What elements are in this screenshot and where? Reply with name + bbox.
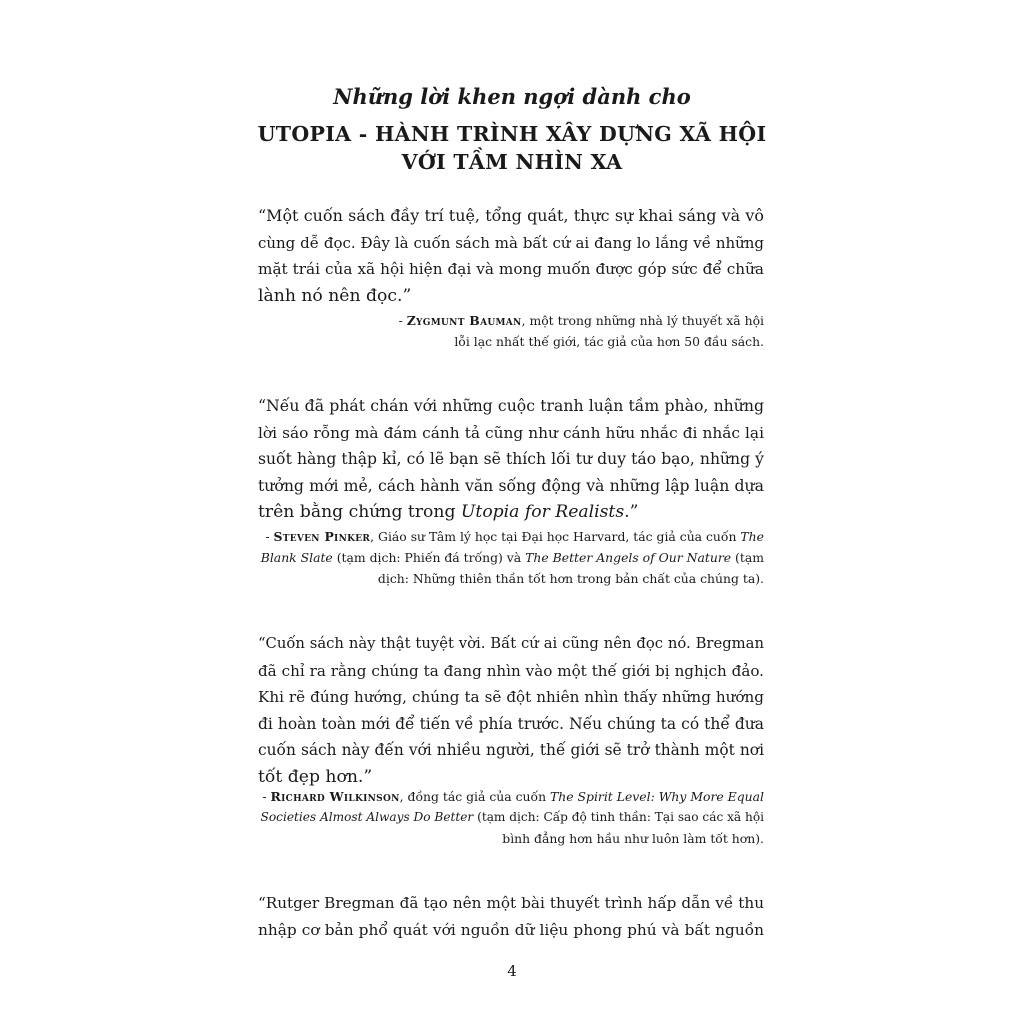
quote-line: cuốn sách này đến với nhiều người, thế giới sẽ trở thành một nơi (258, 741, 764, 759)
quote-line: tưởng mới mẻ, cách hành văn sống động và những lập luận dựa (258, 475, 764, 495)
quote-bauman (258, 203, 764, 309)
page-number: 4 (507, 962, 517, 980)
book-title-line-2: VỚI TẦM NHÌN XA (401, 150, 623, 174)
attribution-bauman: - Zygmunt Bauman, một trong những nhà lý thuyết xã hội lỗi lạc nhất thế giới, tác giả của hơn 50 đầu sách. (398, 313, 764, 349)
quote-line: lời sáo rỗng mà đám cánh tả cũng như cánh hữu nhắc đi nhắc lại (258, 423, 764, 442)
quote-wilkinson (258, 631, 764, 790)
quote-line: “Cuốn sách này thật tuyệt vời. Bất cứ ai cũng nên đọc nó. Bregman (258, 635, 764, 652)
attribution-pinker: - Steven Pinker, Giáo sư Tâm lý học tại Đại học Harvard, tác giả của cuốn The Blank Slate (tạm dịch: Phiến đá trống) và The Better Angels of Our Nature (tạm dịch: Những thiên thần tốt hơn trong bản chất của chúng ta). (260, 529, 764, 586)
quote-line: suốt hàng thập kỉ, có lẽ bạn sẽ thích lối tư duy táo bạo, những ý (258, 450, 764, 468)
quote-line: tốt đẹp hơn.” (258, 766, 373, 787)
quote-line: lành nó nên đọc.” (258, 285, 412, 306)
quote-line: Khi rẽ đúng hướng, chúng ta sẽ đột nhiên nhìn thấy những hướng (258, 688, 764, 706)
quote-bregman (258, 890, 764, 943)
attribution-wilkinson: - Richard Wilkinson, đồng tác giả của cuốn The Spirit Level: Why More Equal Societies Almost Always Do Better (tạm dịch: Cấp độ tinh thần: Tại sao các xã hội bình đẳng hơn hầu như luôn làm tốt hơn). (260, 789, 764, 846)
book-title-line-1: UTOPIA - HÀNH TRÌNH XÂY DỰNG XÃ HỘI (257, 122, 767, 146)
book-title (0, 120, 1024, 176)
author-name: Zygmunt Bauman (406, 313, 522, 328)
quote-line: đã chỉ ra rằng chúng ta đang nhìn vào một thế giới bị nghịch đảo. (258, 661, 764, 680)
quote-line: trên bằng chứng trong Utopia for Realists.” (258, 502, 639, 522)
quote-line: “Rutger Bregman đã tạo nên một bài thuyết trình hấp dẫn về thu (258, 894, 764, 912)
quote-line: nhập cơ bản phổ quát với nguồn dữ liệu phong phú và bất nguồn (258, 920, 764, 939)
author-name: Steven Pinker (273, 529, 371, 544)
author-name: Richard Wilkinson (270, 789, 400, 804)
quote-pinker (258, 393, 764, 526)
quote-line: cùng dễ đọc. Đây là cuốn sách mà bất cứ ai đang lo lắng về những (258, 233, 764, 252)
book-title-italic: Utopia for Realists (460, 502, 625, 522)
quote-line: mặt trái của xã hội hiện đại và mong muốn được góp sức để chữa (258, 260, 764, 278)
praise-subtitle: Những lời khen ngợi dành cho (333, 84, 691, 109)
quote-line: “Nếu đã phát chán với những cuộc tranh luận tầm phào, những (258, 396, 764, 415)
quote-line: đi hoàn toàn mới để tiến về phía trước. Nếu chúng ta có thể đưa (258, 714, 764, 733)
quote-line: “Một cuốn sách đầy trí tuệ, tổng quát, thực sự khai sáng và vô (258, 206, 764, 225)
